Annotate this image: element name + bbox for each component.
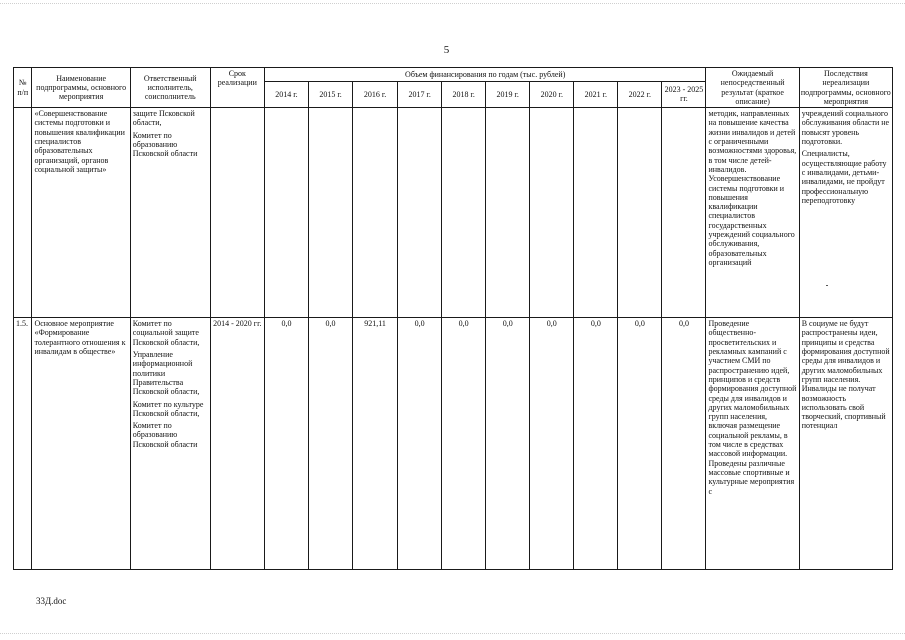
row-value: 0,0	[530, 318, 574, 570]
responsible-entry: Комитет по образованию Псковской области	[132, 421, 198, 449]
row-value	[398, 108, 442, 318]
row-value: 0,0	[309, 318, 353, 570]
row-num	[14, 108, 32, 318]
row-responsible	[130, 108, 210, 318]
header-year: 2016 г.	[353, 81, 398, 107]
page-number: 5	[443, 44, 450, 56]
table-row	[14, 318, 893, 570]
row-value	[353, 108, 398, 318]
consequence-entry: учреждений социального обслуживания области не повысят уровень подготовки.	[801, 109, 890, 147]
row-value	[442, 108, 486, 318]
responsible-entry: Комитет по социальной защите Псковской области,	[132, 319, 200, 347]
header-result: Ожидаемый непосредственный результат (краткое описание)	[706, 68, 799, 108]
row-value	[662, 108, 706, 318]
row-result: Проведение общественно-просветительских и рекламных кампаний с участием СМИ по распространению идей, принципов и средств формирования доступной среды для инвалидов и других маломобильных групп населения, включая размещение социальной рекламы, в том числе в средствах массовой информации. Проведены различные массовые спортивные и культурные мероприятия с	[706, 318, 799, 570]
header-year: 2019 г.	[486, 81, 530, 107]
header-name: Наименование подпрограммы, основного мероприятия	[32, 68, 130, 108]
header-year: 2021 г.	[574, 81, 618, 107]
header-year: 2014 г.	[264, 81, 308, 107]
header-year: 2018 г.	[442, 81, 486, 107]
row-name: «Совершенствование системы подготовки и повышения квалификации специалистов образовательных организаций, органов социальной защиты»	[32, 108, 130, 318]
table-row	[14, 108, 893, 318]
row-result: методик, направленных на повышение качества жизни инвалидов и детей с ограниченными возможностями здоровья, в том числе детей-инвалидов. Усовершенствование системы подготовки и повышения квалификации специалистов государственных учреждений социального обслуживания, образовательных организаций	[706, 108, 799, 318]
row-value	[618, 108, 662, 318]
row-name: Основное мероприятие «Формирование толерантного отношения к инвалидам в обществе»	[32, 318, 130, 570]
responsible-entry: Комитет по культуре Псковской области,	[132, 399, 204, 418]
footer-filename: 33Д.doc	[36, 596, 67, 606]
header-year: 2022 г.	[618, 81, 662, 107]
header-responsible: Ответственный исполнитель, соисполнитель	[130, 68, 210, 108]
row-value	[530, 108, 574, 318]
row-consequences	[799, 318, 892, 570]
header-consequences: Последствия нереализации подпрограммы, основного мероприятия	[800, 69, 891, 106]
header-row-1	[14, 68, 893, 82]
scan-mark	[826, 285, 828, 286]
row-value: 0,0	[486, 318, 530, 570]
row-value: 0,0	[618, 318, 662, 570]
row-value	[309, 108, 353, 318]
header-year: 2020 г.	[530, 81, 574, 107]
header-funding: Объем финансирования по годам (тыс. рублей)	[264, 68, 706, 82]
responsible-entry: Комитет по образованию Псковской области	[132, 130, 198, 159]
row-consequences	[799, 108, 892, 318]
header-year: 2023 - 2025 гг.	[662, 81, 706, 107]
consequence-entry: В социуме не будут распространены идеи, принципы и средства формирования доступной среды для инвалидов и других маломобильных групп населения. Инвалиды не получат возможность использовать свой творческий, спортивный потенциал	[801, 319, 890, 431]
header-period: Срок реализации	[210, 68, 264, 108]
row-period: 2014 - 2020 гг.	[210, 318, 264, 570]
funding-table	[13, 67, 893, 570]
row-value	[574, 108, 618, 318]
header-year: 2017 г.	[398, 81, 442, 107]
responsible-entry: защите Псковской области,	[132, 109, 195, 128]
row-value: 0,0	[574, 318, 618, 570]
consequence-entry: Специалисты, осуществляющие работу с инвалидами, детьми-инвалидами, не пройдут профессиональную переподготовку	[801, 149, 887, 205]
header-year: 2015 г.	[309, 81, 353, 107]
row-value: 0,0	[662, 318, 706, 570]
scan-artifact-top	[0, 3, 905, 4]
responsible-entry: Управление информационной политики Правительства Псковской области,	[132, 350, 200, 397]
row-value	[264, 108, 308, 318]
row-value: 921,11	[353, 318, 398, 570]
scan-artifact-bottom	[0, 633, 905, 634]
row-value: 0,0	[264, 318, 308, 570]
row-num: 1.5.	[14, 318, 32, 570]
row-value	[486, 108, 530, 318]
row-value: 0,0	[442, 318, 486, 570]
header-num: № п/п	[14, 68, 32, 108]
row-period	[210, 108, 264, 318]
row-value: 0,0	[398, 318, 442, 570]
row-responsible	[130, 318, 210, 570]
